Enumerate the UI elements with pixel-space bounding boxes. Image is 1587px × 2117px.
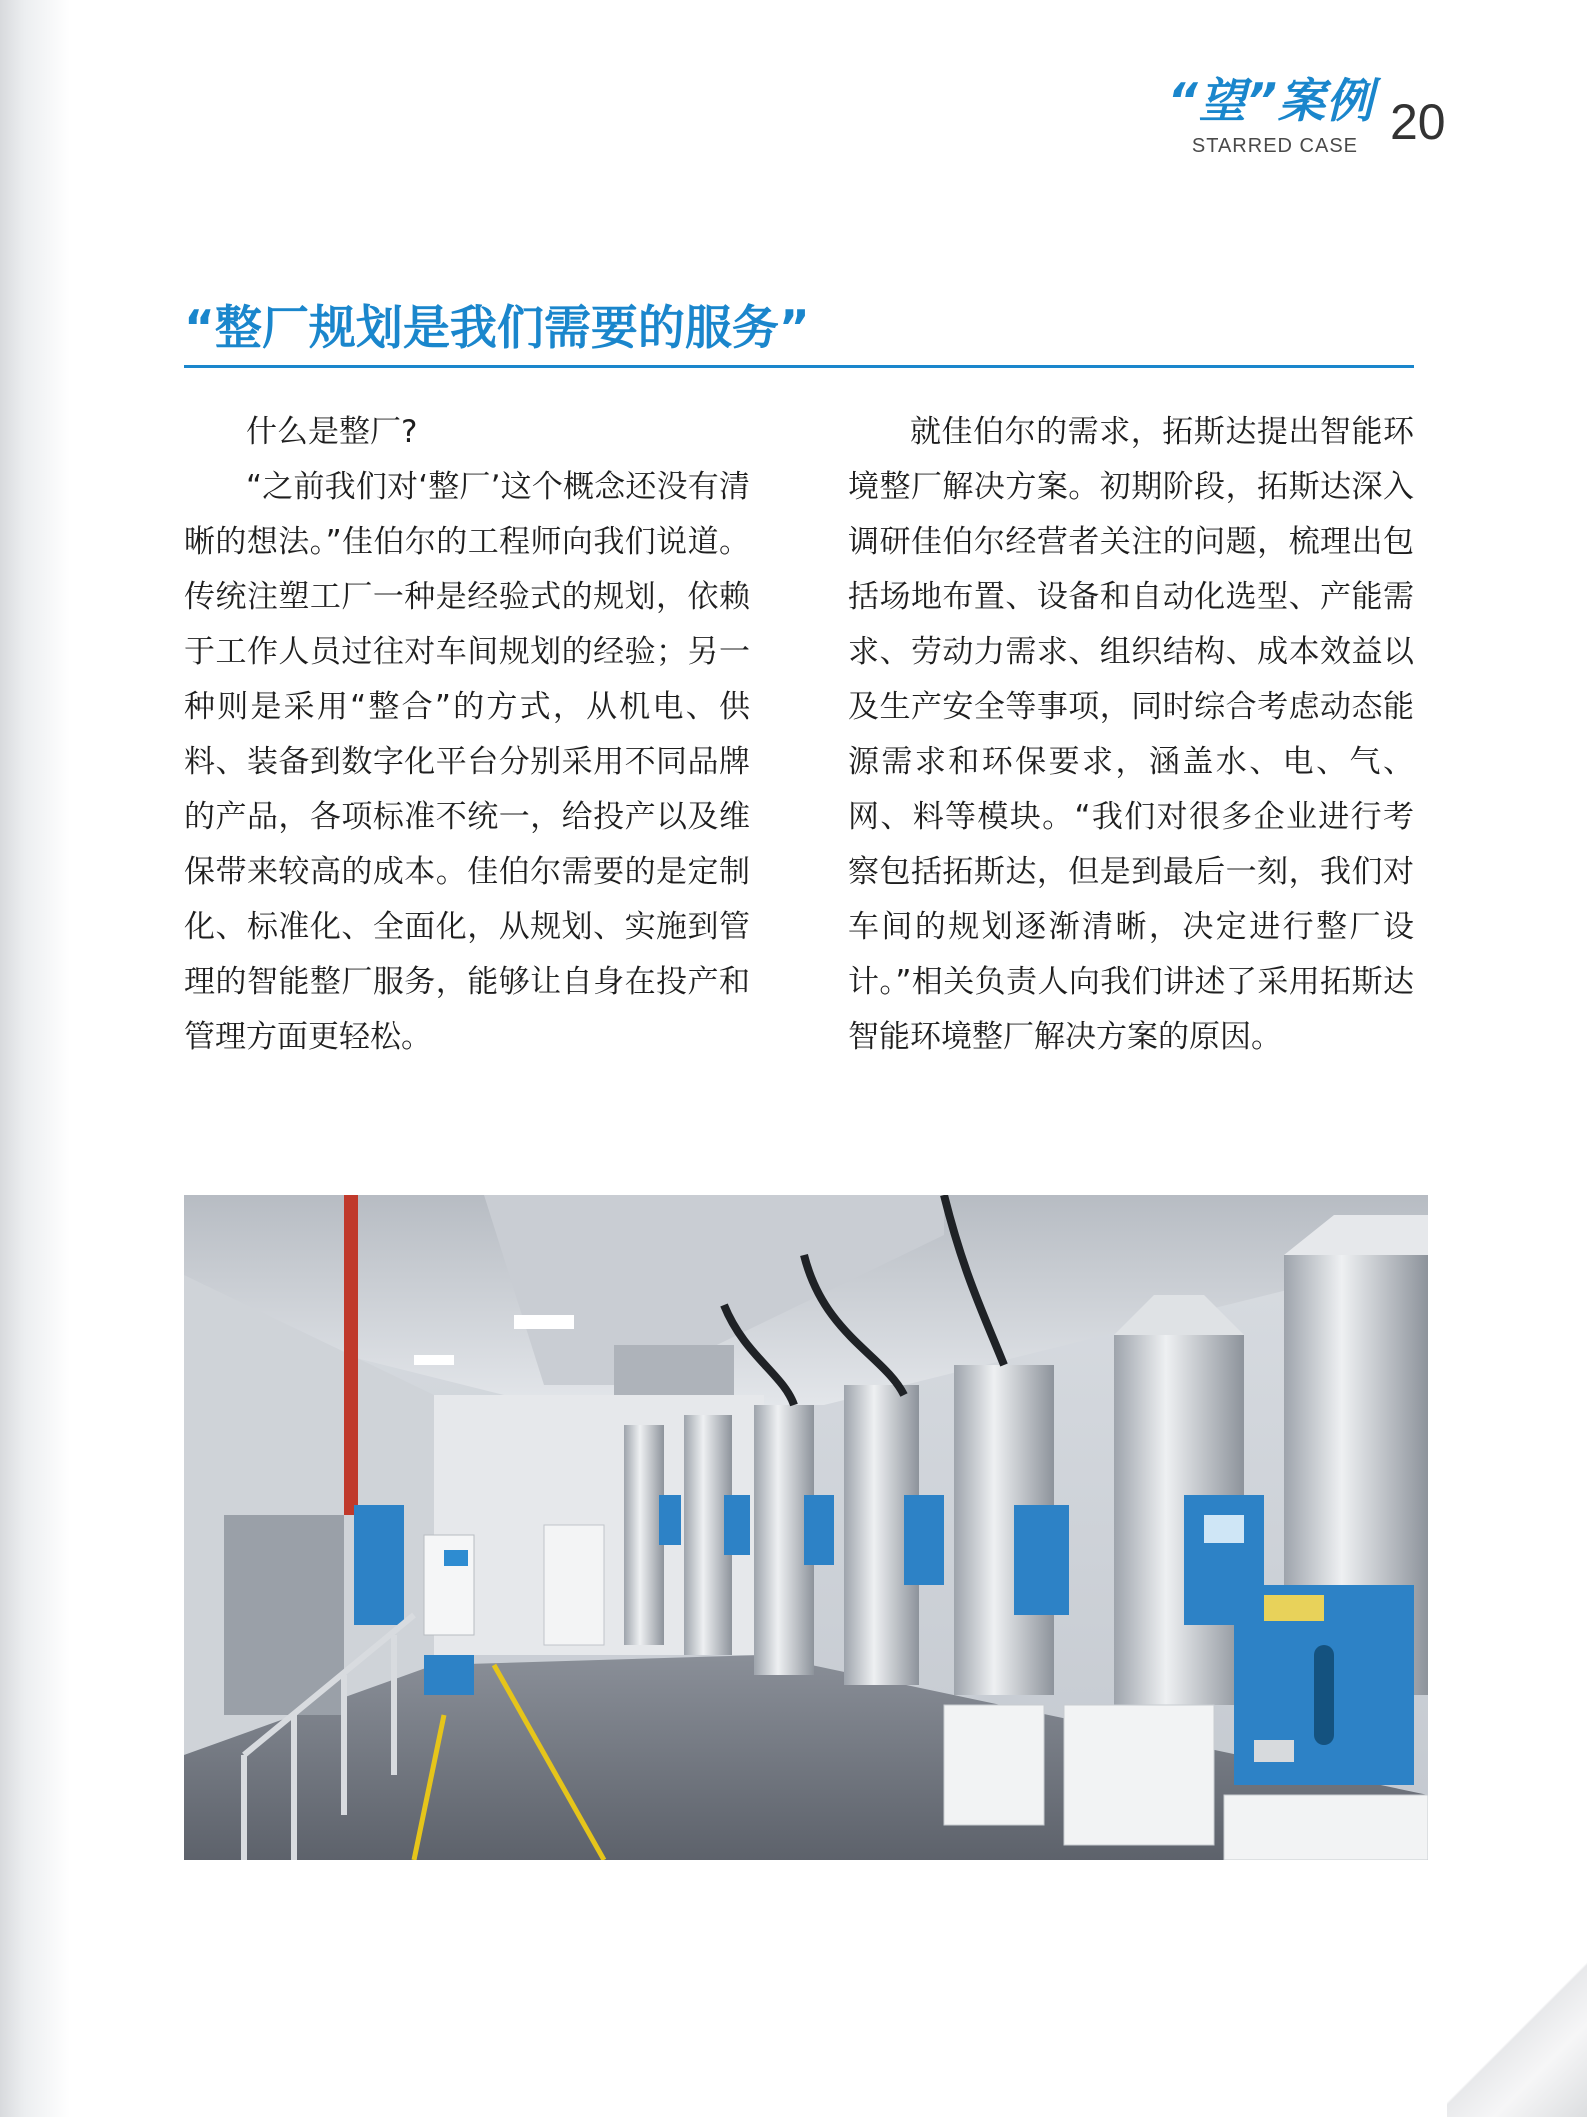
paragraph: “之前我们对‘整厂’这个概念还没有清晰的想法。”佳伯尔的工程师向我们说道。传统注塑工厂一种是经验式的规划，依赖于工作人员过往对车间规划的经验；另一种则是采用“整合”的方式，从机电、供料、装备到数字化平台分别采用不同品牌的产品，各项标准不统一，给投产以及维保带来较高的成本。佳伯尔需要的是定制化、标准化、全面化，从规划、实施到管理的智能整厂服务，能够让自身在投产和管理方面更轻松。	[184, 469, 750, 1055]
page-number: 20	[1390, 94, 1446, 150]
article-heading: “整厂规划是我们需要的服务”	[184, 301, 810, 356]
binding-shadow	[0, 0, 70, 2117]
section-title: “望”案例	[1167, 74, 1374, 129]
heading-rule	[184, 365, 1414, 368]
paragraph: 什么是整厂?	[246, 414, 418, 450]
paragraph: 就佳伯尔的需求，拓斯达提出智能环境整厂解决方案。初期阶段，拓斯达深入调研佳伯尔经营者关注的问题，梳理出包括场地布置、设备和自动化选型、产能需求、劳动力需求、组织结构、成本效益以及生产安全等事项，同时综合考虑动态能源需求和环保要求，涵盖水、电、气、网、料等模块。“我们对很多企业进行考察包括拓斯达，但是到最后一刻，我们对车间的规划逐渐清晰，决定进行整厂设计。”相关负责人向我们讲述了采用拓斯达智能环境整厂解决方案的原因。	[848, 414, 1414, 1055]
left-column	[184, 405, 750, 1065]
section-subtitle: STARRED CASE	[1191, 135, 1358, 157]
right-column	[848, 405, 1414, 1065]
page-curl	[1447, 1947, 1587, 2117]
factory-photo	[184, 1195, 1428, 1860]
